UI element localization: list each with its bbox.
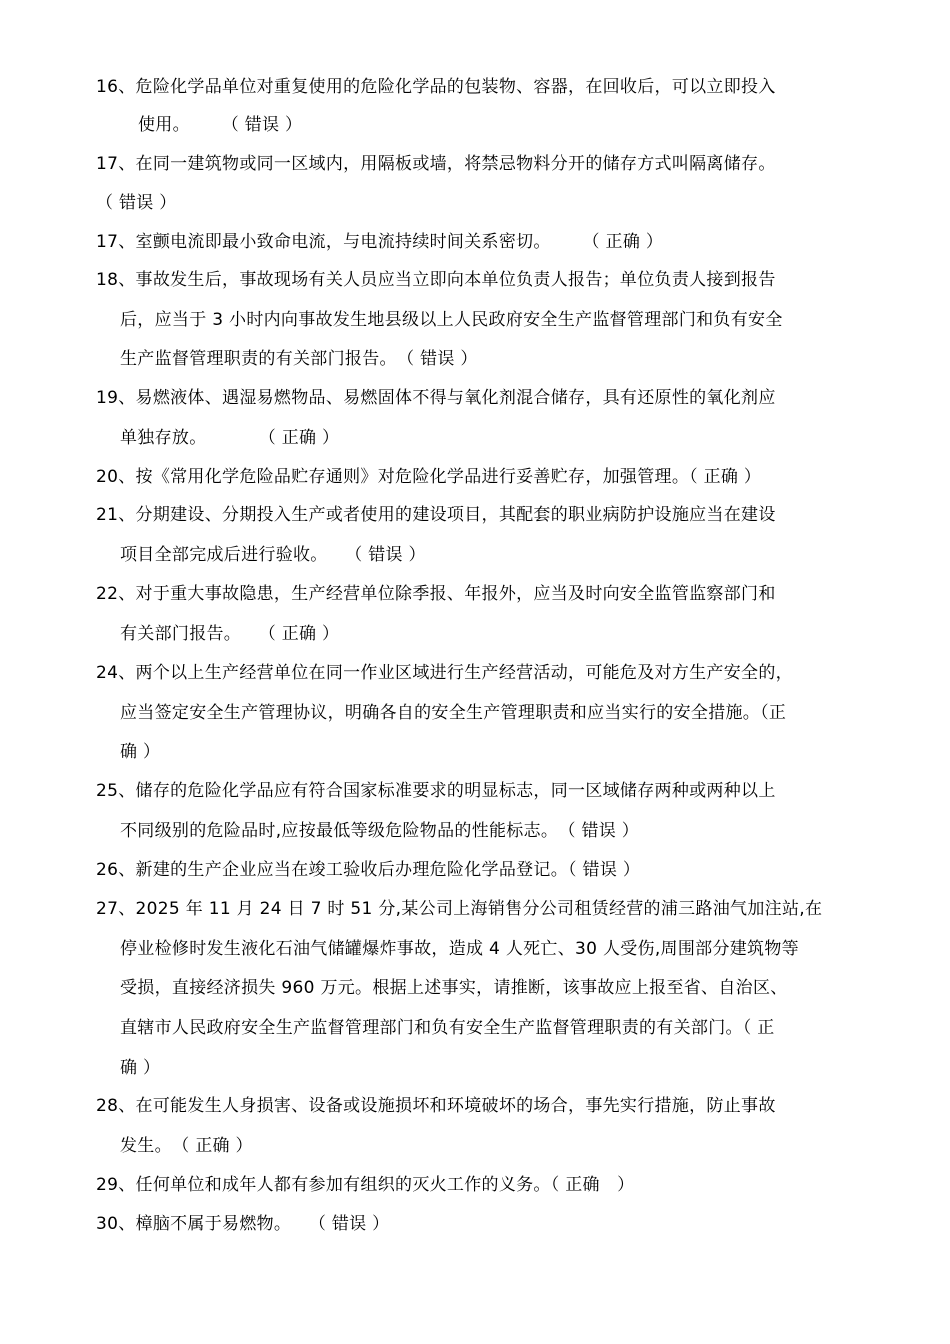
q17a-line-1: 17、在同一建筑物或同一区域内，用隔板或墙，将禁忌物料分开的储存方式叫隔离储存。 xyxy=(96,154,776,174)
q18-line-2: 后，应当于 3 小时内向事故发生地县级以上人民政府安全生产监督管理部门和负有安全 xyxy=(120,310,783,330)
q18-line-3: 生产监督管理职责的有关部门报告。 （ 错误 ） xyxy=(120,349,478,369)
q24-line-3: 确 ） xyxy=(120,742,161,762)
q16-line-2: 使用。 （ 错误 ） xyxy=(138,115,303,135)
q25-line-2: 不同级别的危险品时,应按最低等级危险物品的性能标志。 （ 错误 ） xyxy=(120,821,640,841)
q22-line-2: 有关部门报告。 （ 正确 ） xyxy=(120,624,340,644)
q24-line-1: 24、两个以上生产经营单位在同一作业区域进行生产经营活动，可能危及对方生产安全的， xyxy=(96,663,793,683)
q18-line-1: 18、事故发生后，事故现场有关人员应当立即向本单位负责人报告；单位负责人接到报告 xyxy=(96,270,776,290)
q19-line-1: 19、易燃液体、遇湿易燃物品、易燃固体不得与氧化剂混合储存，具有还原性的氧化剂应 xyxy=(96,388,776,408)
q20-line-1: 20、按《常用化学危险品贮存通则》对危险化学品进行妥善贮存，加强管理。（ 正确 ） xyxy=(96,467,762,487)
q27-line-2: 停业检修时发生液化石油气储罐爆炸事故，造成 4 人死亡、30 人受伤,周围部分建筑物等 xyxy=(120,939,799,959)
q29-line-1: 29、任何单位和成年人都有参加有组织的灭火工作的义务。（ 正确 ） xyxy=(96,1175,635,1195)
q27-line-4: 直辖市人民政府安全生产监督管理部门和负有安全生产监督管理职责的有关部门。（ 正 xyxy=(120,1018,775,1038)
q26-line-1: 26、新建的生产企业应当在竣工验收后办理危险化学品登记。（ 错误 ） xyxy=(96,860,641,880)
q21-line-1: 21、分期建设、分期投入生产或者使用的建设项目，其配套的职业病防护设施应当在建设 xyxy=(96,505,776,525)
q30-line-1: 30、樟脑不属于易燃物。 （ 错误 ） xyxy=(96,1214,390,1234)
q28-line-1: 28、在可能发生人身损害、设备或设施损坏和环境破坏的场合，事先实行措施，防止事故 xyxy=(96,1096,776,1116)
q27-line-5: 确 ） xyxy=(120,1058,161,1078)
q17a-line-2: （ 错误 ） xyxy=(96,193,177,213)
q17b-line-1: 17、室颤电流即最小致命电流，与电流持续时间关系密切。 （ 正确 ） xyxy=(96,232,664,252)
q27-line-3: 受损，直接经济损失 960 万元。根据上述事实，请推断，该事故应上报至省、自治区、 xyxy=(120,978,788,998)
q21-line-2: 项目全部完成后进行验收。 （ 错误 ） xyxy=(120,545,426,565)
q22-line-1: 22、对于重大事故隐患，生产经营单位除季报、年报外，应当及时向安全监管监察部门和 xyxy=(96,584,776,604)
q28-line-2: 发生。 （ 正确 ） xyxy=(120,1136,253,1156)
q24-line-2: 应当签定安全生产管理协议，明确各自的安全生产管理职责和应当实行的安全措施。（正 xyxy=(120,703,787,723)
q16-line-1: 16、危险化学品单位对重复使用的危险化学品的包装物、容器，在回收后，可以立即投入 xyxy=(96,77,776,97)
q27-line-1: 27、2025 年 11 月 24 日 7 时 51 分,某公司上海销售分公司租赁经营的浦三路油气加注站,在 xyxy=(96,899,823,919)
q19-line-2: 单独存放。 （ 正确 ） xyxy=(120,428,340,448)
q25-line-1: 25、储存的危险化学品应有符合国家标准要求的明显标志，同一区域储存两种或两种以上 xyxy=(96,781,776,801)
